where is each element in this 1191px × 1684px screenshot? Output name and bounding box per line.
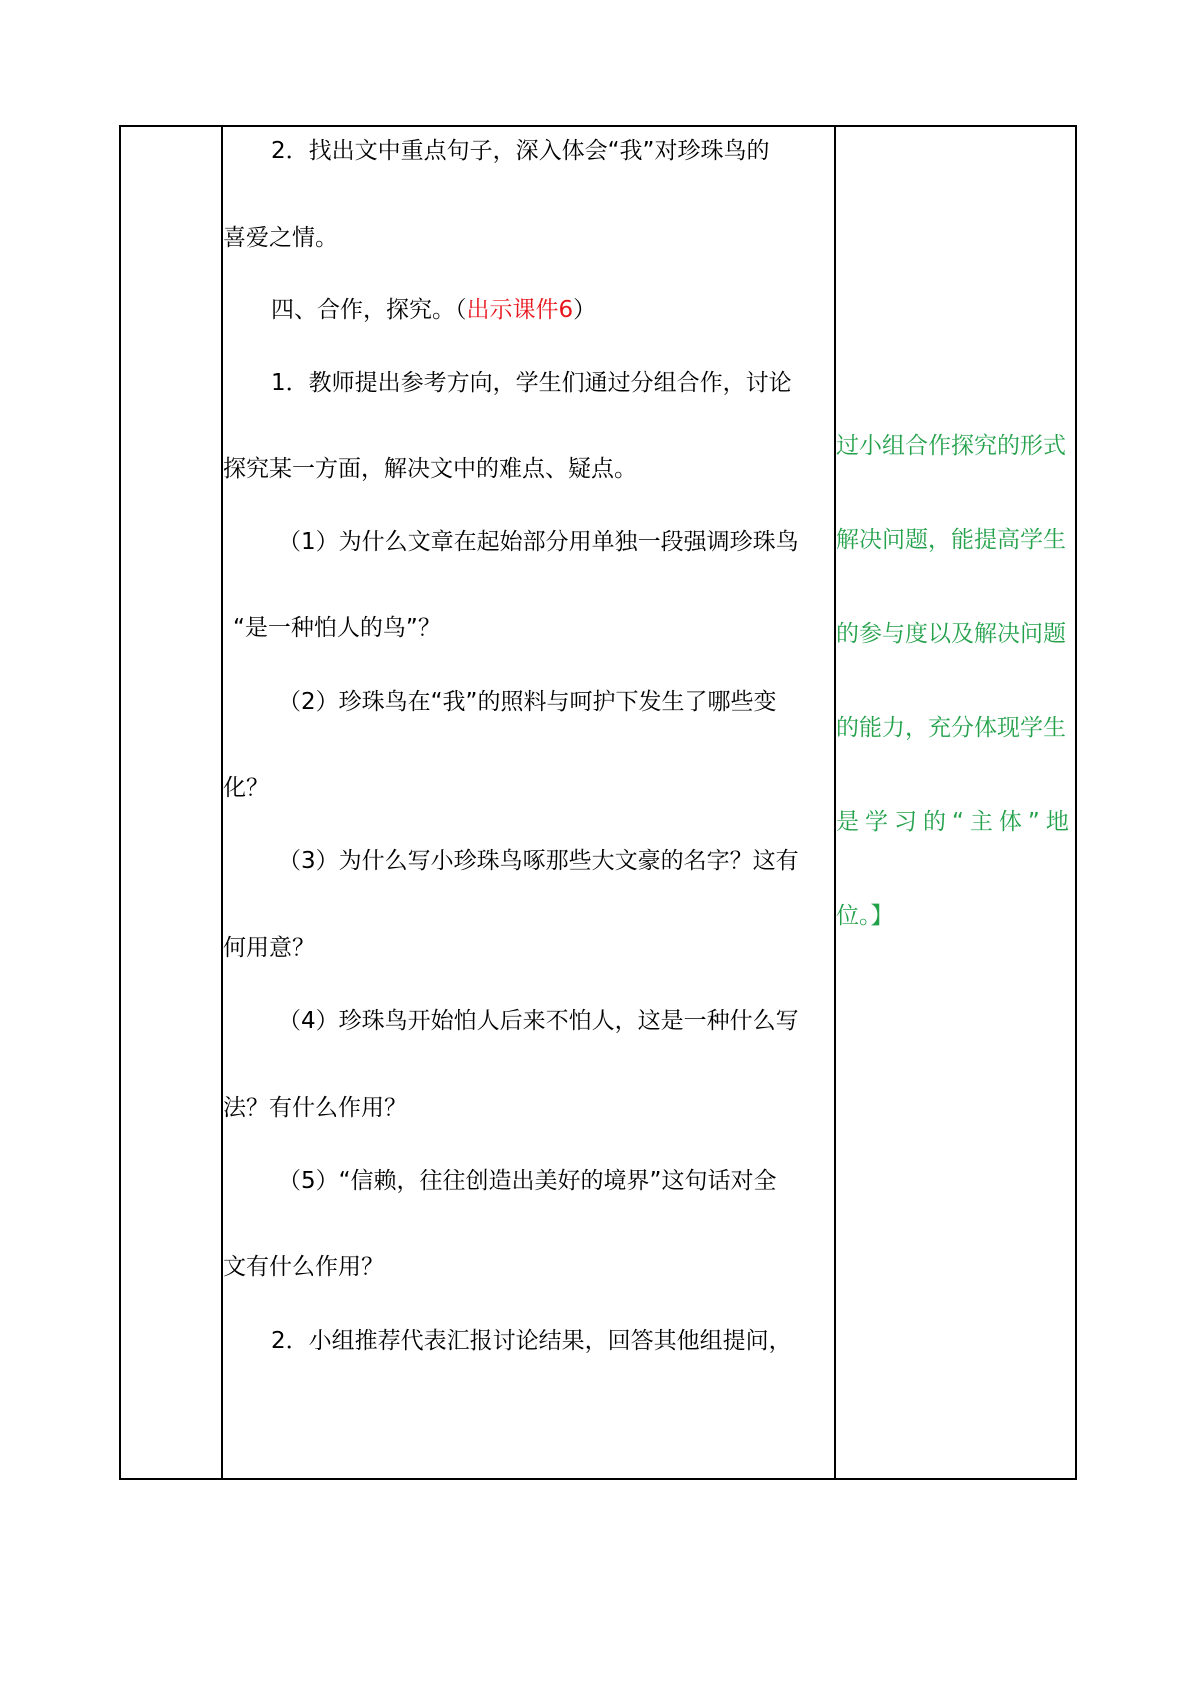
text-line: 文有什么作用？ [223, 1254, 384, 1280]
note-line: 解决问题，能提高学生 [836, 527, 1066, 553]
text-line: （4）珍珠鸟开始怕人后来不怕人，这是一种什么写 [278, 1008, 799, 1034]
text-line: “是一种怕人的鸟”？ [233, 615, 441, 641]
text-line: 2．小组推荐代表汇报讨论结果，回答其他组提问， [271, 1328, 792, 1354]
note-line: 的能力，充分体现学生 [836, 715, 1066, 741]
text-line: 2．找出文中重点句子，深入体会“我”对珍珠鸟的 [271, 138, 770, 164]
courseware-label: 出示课件6 [466, 297, 574, 323]
text-line [223, 295, 834, 325]
design-intent-cell [836, 127, 1077, 1478]
note-line: 位。】 [836, 903, 894, 929]
text-line: 化？ [223, 775, 269, 801]
note-line: 的参与度以及解决问题 [836, 621, 1066, 647]
bracket-close: ） [573, 297, 597, 323]
text-line: （3）为什么写小珍珠鸟啄那些大文豪的名字？这有 [278, 848, 799, 874]
text-line: 探究某一方面，解决文中的难点、疑点。 [223, 456, 637, 482]
text-line: 1．教师提出参考方向，学生们通过分组合作，讨论 [271, 370, 792, 396]
text-line: （1）为什么文章在起始部分用单独一段强调珍珠鸟 [278, 529, 799, 555]
text-line: （2）珍珠鸟在“我”的照料与呵护下发生了哪些变 [278, 689, 777, 715]
note-line: 是学习的“主体”地 [836, 809, 1075, 835]
teaching-process-cell [223, 127, 834, 1478]
text-line: 法？有什么作用？ [223, 1095, 407, 1121]
lesson-table [119, 125, 1077, 1480]
text-line: （5）“信赖，往往创造出美好的境界”这句话对全 [278, 1168, 777, 1194]
text-line: 喜爱之情。 [223, 225, 338, 251]
section-heading: 四、合作，探究。（ [271, 297, 467, 323]
text-line: 何用意？ [223, 935, 315, 961]
note-line: 过小组合作探究的形式 [836, 433, 1066, 459]
